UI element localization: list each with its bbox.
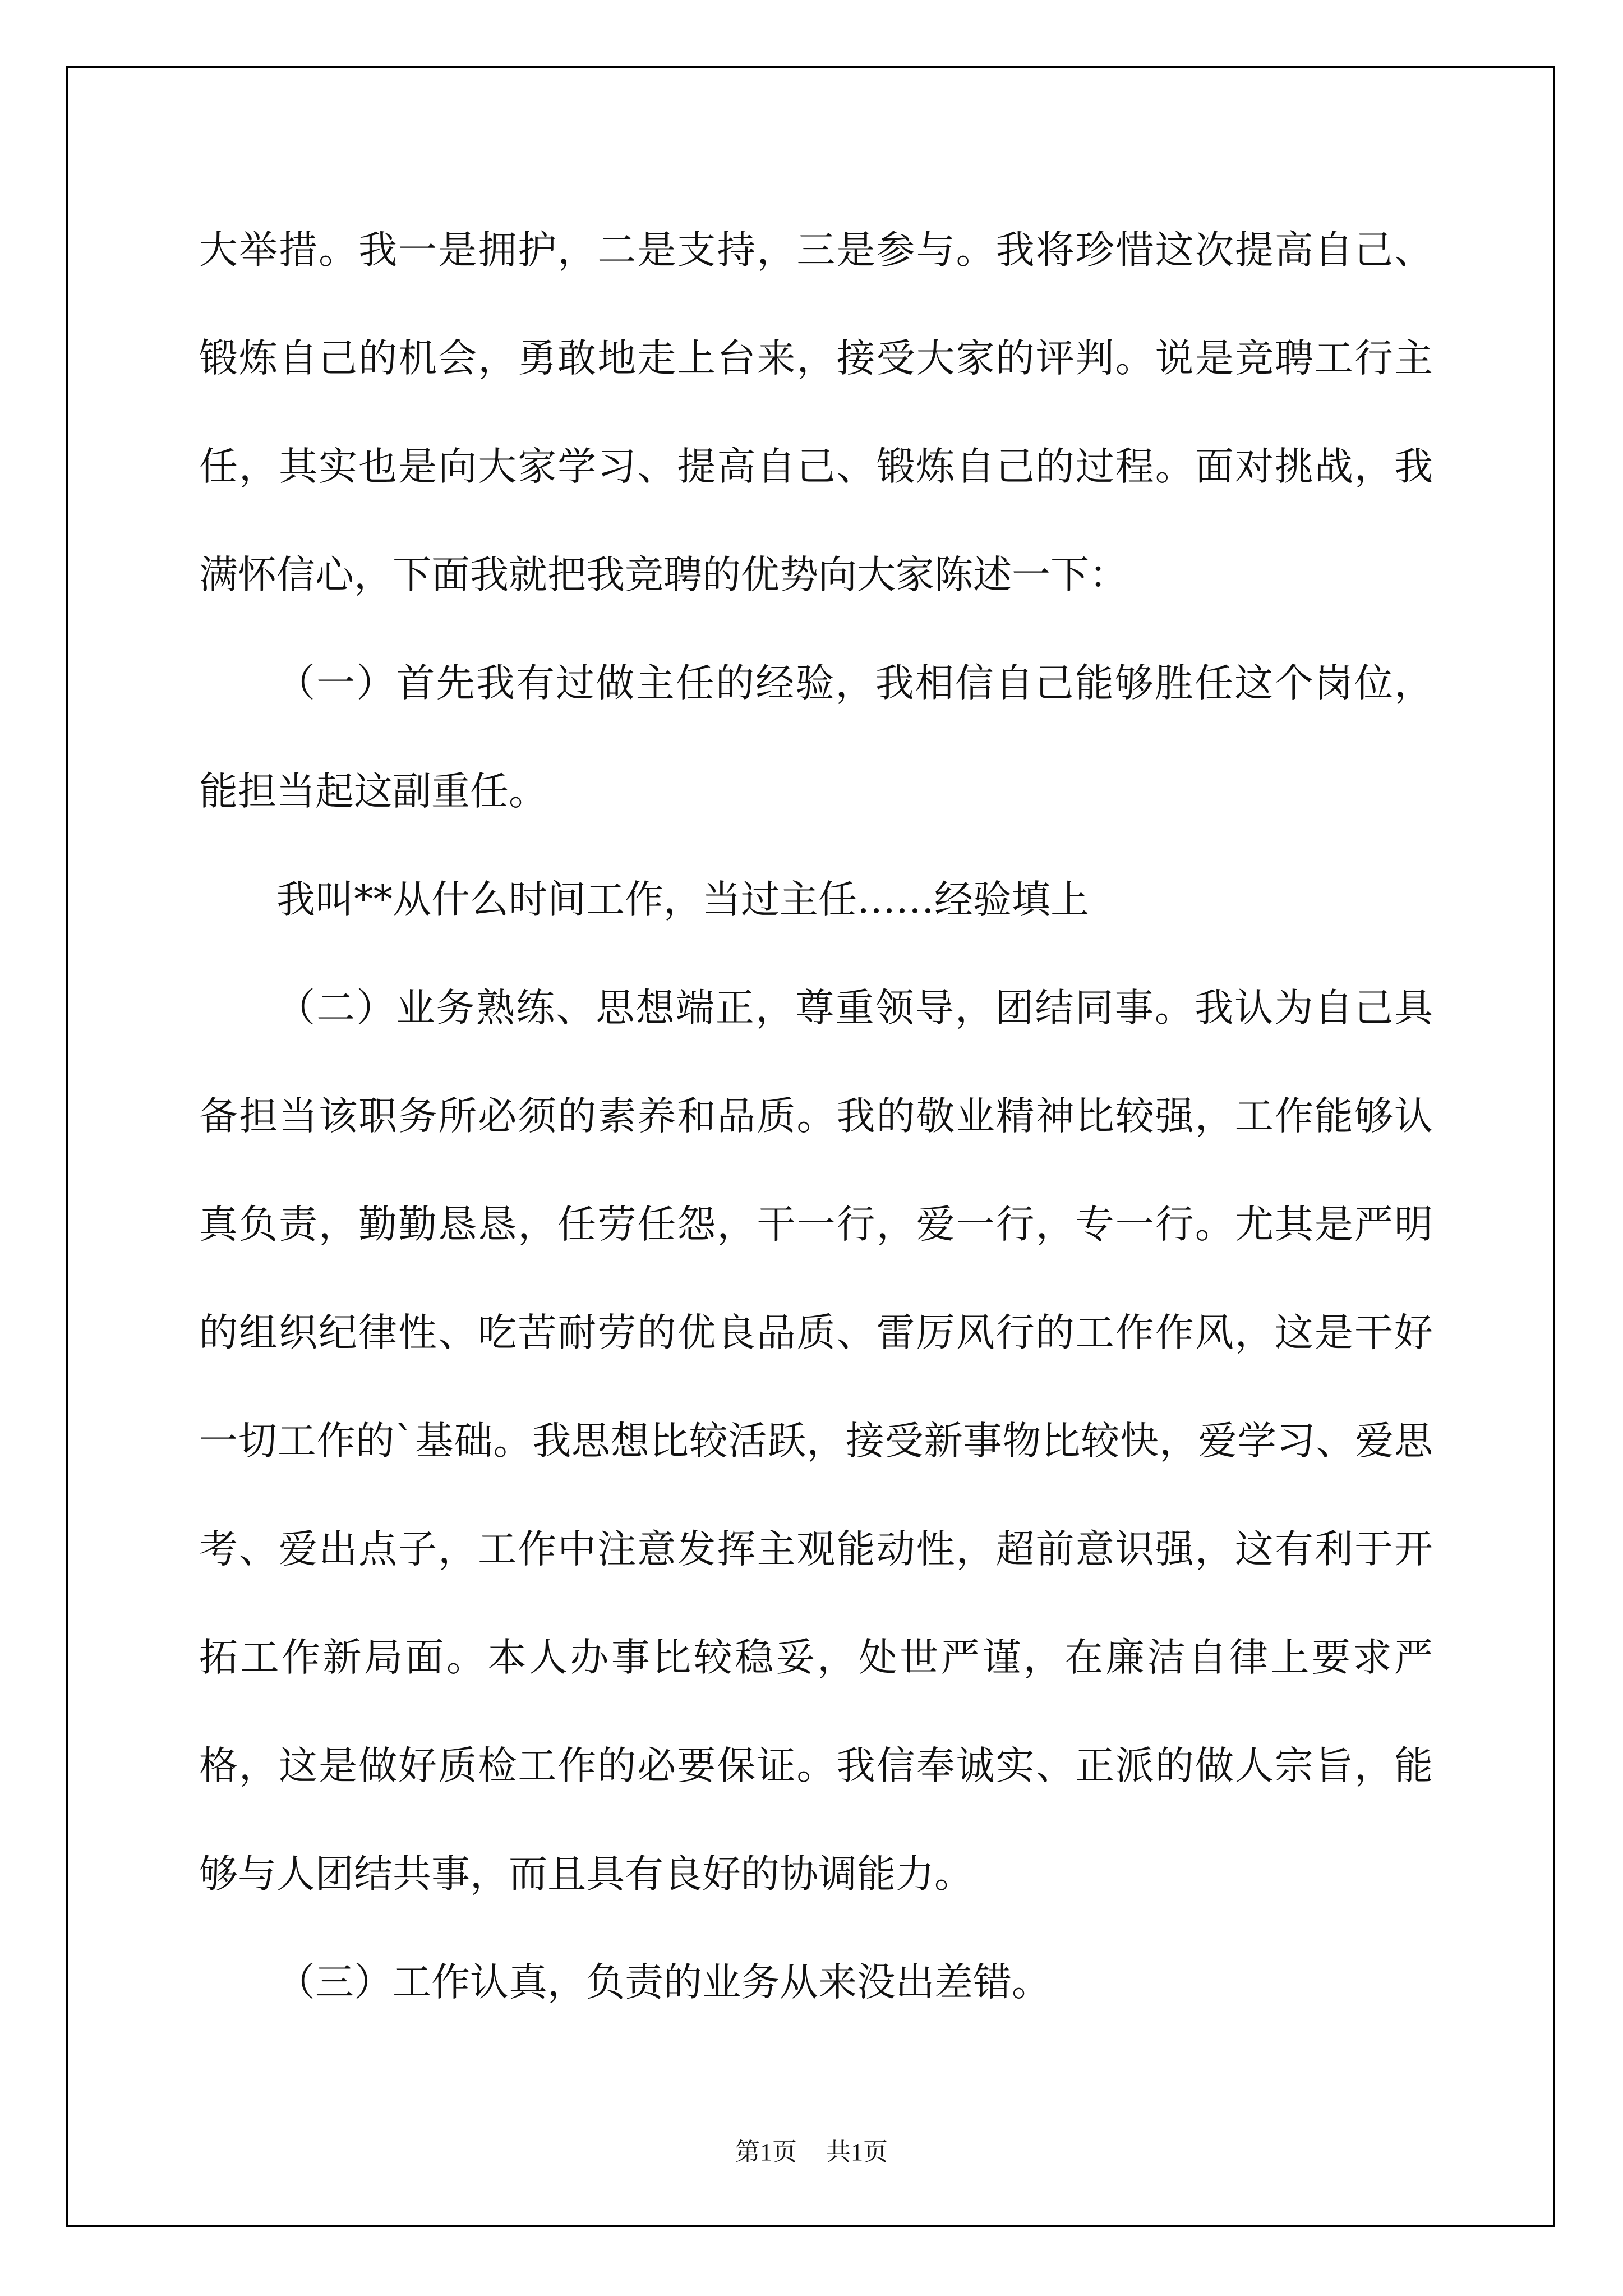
paragraph-1: 大举措。我一是拥护，二是支持，三是参与。我将珍惜这次提高自己、锻炼自己的机会，勇敢地走上台来，接受大家的评判。说是竞聘工行主任，其实也是向大家学习、提高自己、锻炼自己的过程。面对挑战，我满怀信心，下面我就把我竞聘的优势向大家陈述一下：: [199, 228, 1433, 597]
page-number-total: 共1页: [826, 2138, 888, 2166]
paragraph-2: （一）首先我有过做主任的经验，我相信自己能够胜任这个岗位，能担当起这副重任。: [199, 661, 1433, 814]
page-number-current: 第1页: [735, 2138, 797, 2166]
paragraph-5: （三）工作认真，负责的业务从来没出差错。: [276, 1960, 1050, 2005]
paragraph-3: 我叫**从什么时间工作，当过主任……经验填上: [276, 877, 1089, 922]
page-footer: [0, 2132, 1623, 2168]
paragraph-4: （二）业务熟练、思想端正，尊重领导，团结同事。我认为自己具备担当该职务所必须的素养和品质。我的敬业精神比较强，工作能够认真负责，勤勤恳恳，任劳任怨，干一行，爱一行，专一行。尤其是严明的组织纪律性、吃苦耐劳的优良品质、雷厉风行的工作作风，这是干好一切工作的`基础。我思想比较活跃，接受新事物比较快，爱学习、爱思考、爱出点子，工作中注意发挥主观能动性，超前意识强，这有利于开拓工作新局面。本人办事比较稳妥，处世严谨，在廉洁自律上要求严格，这是做好质检工作的必要保证。我信奉诚实、正派的做人宗旨，能够与人团结共事，而且具有良好的协调能力。: [199, 986, 1433, 1897]
document-body: [199, 196, 1433, 2037]
